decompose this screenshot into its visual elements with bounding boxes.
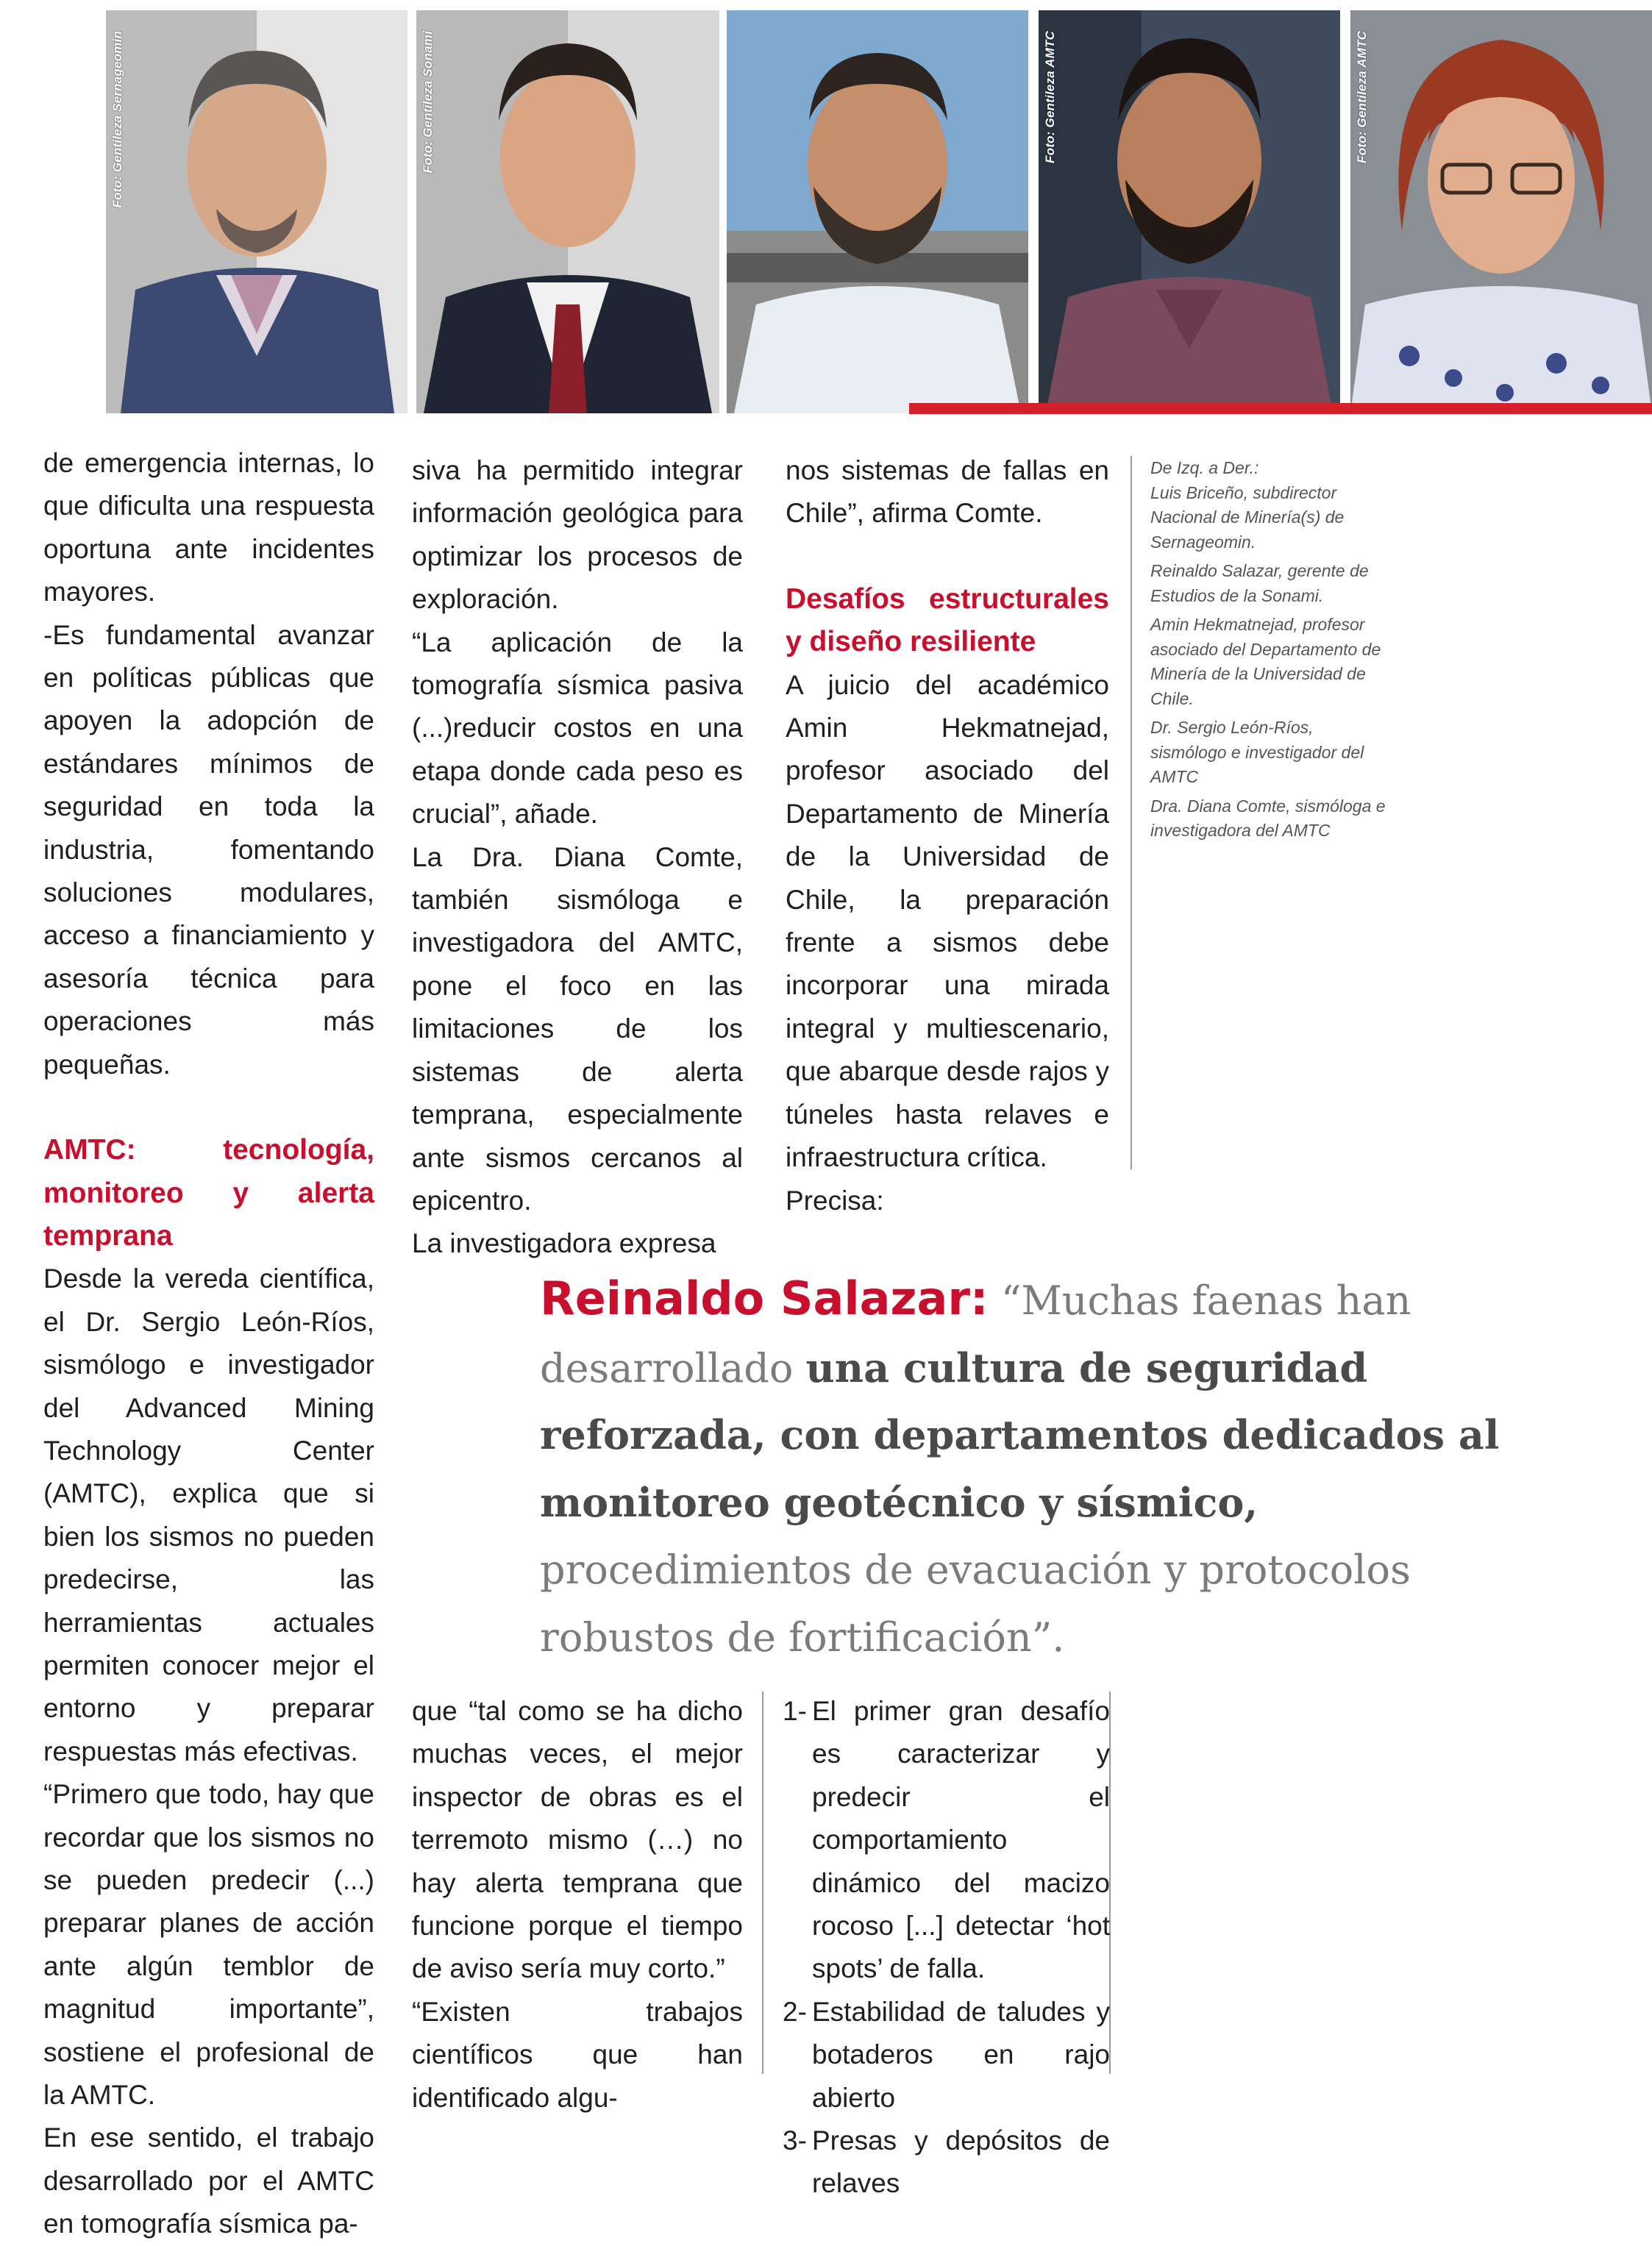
paragraph: La Dra. Diana Comte, también sismóloga e investigadora del AMTC, pone el foco en las limitaciones de los sistemas de alerta temprana, especialmente ante sismos cercanos al epicentro.	[412, 841, 743, 1216]
column-2-top	[412, 449, 743, 1266]
photo-luis-briceno	[106, 10, 407, 413]
paragraph: de emergencia internas, lo que dificulta una respuesta oportuna ante incidentes mayores.	[43, 448, 374, 607]
list-item	[783, 2120, 1110, 2206]
challenge-list	[783, 1690, 1110, 2206]
caption-item: Dra. Diana Comte, sismóloga e investigadora del AMTC	[1150, 796, 1386, 840]
photo-caption	[1150, 456, 1393, 848]
column-3-bottom	[783, 1690, 1110, 2206]
photo-diana-comte	[1350, 10, 1652, 413]
accent-band	[909, 403, 1652, 414]
paragraph: La investigadora expresa	[412, 1228, 716, 1259]
list-number: 3-	[783, 2125, 807, 2156]
paragraph: “Existen trabajos científicos que han identificado algu-	[412, 1996, 743, 2113]
photo-reinaldo-salazar	[416, 10, 719, 413]
caption-intro: De Izq. a Der.:	[1150, 458, 1259, 477]
caption-item: Reinaldo Salazar, gerente de Estudios de la Sonami.	[1150, 561, 1369, 605]
paragraph: nos sistemas de fallas en Chile”, afirma Comte.	[786, 455, 1109, 529]
list-item	[783, 1991, 1110, 2120]
list-number: 2-	[783, 1996, 807, 2027]
photo-credit: Foto: Gentileza Sonami	[421, 31, 435, 174]
list-text: Presas y depósitos de relaves	[812, 2125, 1110, 2199]
photo-credit: Foto: Gentileza AMTC	[1355, 31, 1369, 163]
paragraph: -Es fundamental avanzar en políticas públicas que apoyen la adopción de estándares mínimos de seguridad en toda la industria, fomentando soluciones modulares, acceso a financiamiento y asesoría técnica para operaciones más pequeñas.	[43, 619, 374, 1080]
paragraph: En ese sentido, el trabajo desarrollado por el AMTC en tomografía sísmica pa-	[43, 2122, 374, 2239]
quote-speaker: Reinaldo Salazar:	[540, 1272, 989, 1325]
caption-item: Luis Briceño, subdirector Nacional de Minería(s) de Sernageomin.	[1150, 482, 1345, 552]
column-divider	[762, 1691, 763, 2074]
photo-credit: Foto: Gentileza AMTC	[1043, 31, 1057, 163]
quote-text: “Muchas faenas han desarrollado	[540, 1277, 1411, 1391]
list-text: El primer gran desafío es caracterizar y predecir el comportamiento dinámico del macizo rocoso [...] detectar ‘hot spots’ de falla.	[812, 1696, 1110, 1984]
column-2-bottom	[412, 1690, 743, 2120]
list-number: 1-	[783, 1696, 807, 1726]
paragraph: “La aplicación de la tomografía sísmica pasiva (...)reducir costos en una etapa donde cada peso es crucial”, añade.	[412, 627, 743, 830]
caption-item: Amin Hekmatnejad, profesor asociado del Departamento de Minería de la Universidad de Chile.	[1150, 615, 1381, 708]
section-heading: Desafíos estructurales y diseño resiliente	[786, 582, 1109, 658]
column-3-top	[786, 449, 1109, 1222]
paragraph: A juicio del académico Amin Hekmatnejad, profesor asociado del Departamento de Minería de la Universidad de Chile, la preparación frente a sismos debe incorporar una mirada integral y multiescenario, que abarque desde rajos y túneles hasta relaves e infraestructura crítica.	[786, 669, 1109, 1173]
caption-item: Dr. Sergio León-Ríos, sismólogo e investigador del AMTC	[1150, 718, 1364, 786]
caption-divider	[1131, 456, 1132, 1169]
photo-amin-hekmatnejad	[727, 10, 1028, 413]
quote-text: procedimientos de evacuación y protocolos robustos de fortificación”.	[540, 1547, 1411, 1661]
list-text: Estabilidad de taludes y botaderos en rajo abierto	[812, 1996, 1110, 2113]
section-heading: AMTC: tecnología, monitoreo y alerta temprana	[43, 1134, 374, 1252]
list-item	[783, 1690, 1110, 1991]
photo-sergio-leon-rios	[1039, 10, 1340, 413]
paragraph: Precisa:	[786, 1185, 884, 1216]
paragraph: “Primero que todo, hay que recordar que los sismos no se pueden predecir (...) preparar planes de acción ante algún temblor de magnitud importante”, sostiene el profesional de la AMTC.	[43, 1779, 374, 2111]
paragraph: que “tal como se ha dicho muchas veces, el mejor inspector de obras es el terremoto mismo (…) no hay alerta temprana que funcione porque el tiempo de aviso sería muy corto.”	[412, 1696, 743, 1984]
quote-emphasis: una cultura de seguridad reforzada, con departamentos dedicados al monitoreo geotécnico y sísmico,	[540, 1344, 1500, 1526]
paragraph: Desde la vereda científica, el Dr. Sergio León-Ríos, sismólogo e investigador del Advanced Mining Technology Center (AMTC), explica que si bien los sismos no pueden predecirse, las herramientas actuales permiten conocer mejor el entorno y preparar respuestas más efectivas.	[43, 1263, 374, 1767]
photo-credit: Foto: Gentileza Sernageomin	[110, 31, 124, 208]
paragraph: siva ha permitido integrar información geológica para optimizar los procesos de exploración.	[412, 455, 743, 615]
pull-quote	[540, 1265, 1555, 1671]
column-1	[43, 442, 374, 2246]
